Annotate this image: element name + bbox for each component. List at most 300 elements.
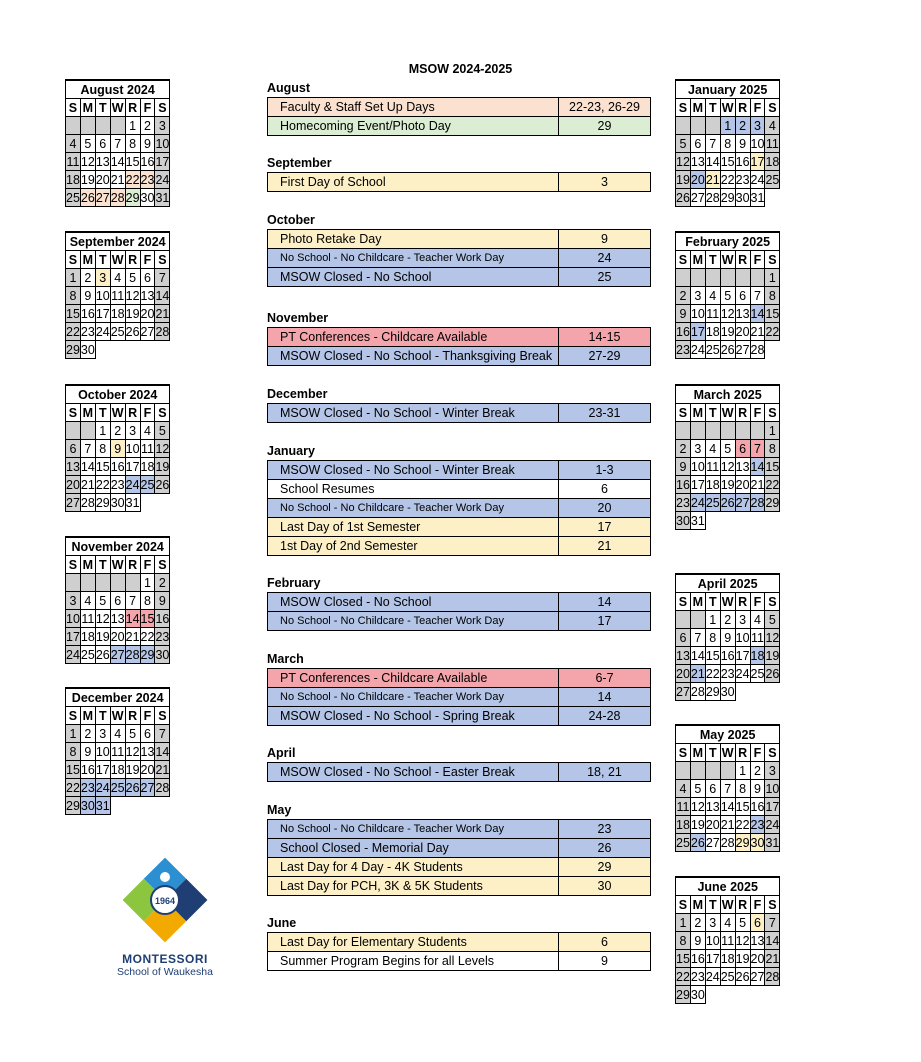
event-row — [267, 248, 651, 268]
weekday-header: T — [705, 404, 720, 422]
empty-day-cell — [750, 269, 765, 287]
blank-cell — [705, 512, 720, 530]
day-cell: 4 — [676, 780, 691, 798]
event-name: PT Conferences - Childcare Available — [268, 328, 559, 346]
event-row — [267, 346, 651, 366]
day-cell: 9 — [720, 629, 735, 647]
day-cell: 13 — [705, 799, 720, 814]
event-list — [267, 229, 651, 287]
blank-cell — [95, 341, 110, 359]
day-cell: 13 — [110, 611, 125, 626]
day-cell: 8 — [95, 440, 110, 458]
day-cell: 11 — [765, 136, 779, 151]
day-cell: 24 — [155, 172, 170, 187]
weekday-header: M — [690, 593, 705, 611]
event-dates: 14 — [597, 690, 612, 704]
day-cell: 19 — [720, 477, 735, 492]
blank-cell — [155, 494, 170, 512]
weekday-header: W — [111, 405, 124, 420]
day-cell: 25 — [705, 495, 720, 510]
weekday-header: S — [765, 251, 780, 269]
day-cell: 7 — [750, 440, 765, 458]
day-cell: 16 — [690, 951, 705, 966]
weekday-header: M — [80, 707, 95, 725]
day-cell: 16 — [720, 648, 735, 663]
day-cell: 31 — [155, 190, 170, 205]
day-cell: 1 — [765, 422, 780, 440]
day-cell: 23 — [80, 324, 95, 339]
day-cell: 2 — [676, 440, 691, 458]
day-cell: 19 — [676, 172, 690, 187]
day-cell: 4 — [705, 287, 720, 305]
day-cell: 6 — [690, 135, 705, 153]
calendar-month-title: September 2024 — [66, 232, 170, 251]
day-cell: 26 — [80, 190, 95, 205]
day-cell: 6 — [676, 629, 691, 647]
empty-day-cell — [750, 422, 765, 440]
event-name: Homecoming Event/Photo Day — [268, 117, 559, 135]
day-cell: 11 — [81, 611, 95, 626]
day-cell: 15 — [735, 799, 750, 814]
empty-day-cell — [705, 117, 720, 135]
day-cell: 8 — [765, 287, 780, 305]
event-row — [267, 838, 651, 858]
empty-day-cell — [705, 422, 720, 440]
event-list — [267, 403, 651, 423]
day-cell: 13 — [140, 744, 155, 759]
day-cell: 25 — [676, 835, 690, 850]
day-cell: 8 — [676, 932, 691, 950]
day-cell: 15 — [125, 154, 140, 169]
event-row — [267, 498, 651, 518]
day-cell: 12 — [690, 799, 705, 814]
day-cell: 29 — [125, 190, 140, 205]
day-cell: 21 — [155, 762, 170, 777]
calendar-table — [675, 384, 780, 530]
day-cell: 21 — [110, 172, 125, 187]
day-cell: 5 — [765, 611, 780, 629]
weekday-header: R — [735, 744, 750, 762]
event-row — [267, 172, 651, 192]
day-cell: 10 — [705, 933, 720, 948]
empty-day-cell — [676, 422, 691, 440]
day-cell: 5 — [80, 135, 95, 153]
weekday-header: S — [676, 744, 691, 762]
event-dates: 18, 21 — [587, 765, 622, 779]
calendar-table — [65, 384, 170, 512]
weekday-header: M — [690, 744, 705, 762]
day-cell: 15 — [705, 648, 720, 663]
day-cell: 14 — [750, 459, 765, 474]
weekday-header: S — [765, 593, 780, 611]
event-dates: 6-7 — [595, 671, 614, 685]
day-cell: 18 — [765, 154, 780, 169]
day-cell: 7 — [690, 629, 705, 647]
day-cell: 4 — [720, 914, 735, 932]
day-cell: 11 — [706, 459, 720, 474]
montessori-diamond-icon — [120, 855, 210, 945]
event-name: MSOW Closed - No School - Easter Break — [268, 763, 559, 781]
day-cell: 15 — [140, 611, 155, 626]
day-cell: 20 — [110, 629, 125, 644]
blank-cell — [155, 341, 170, 359]
weekday-header: S — [66, 556, 81, 574]
day-cell: 9 — [676, 305, 691, 323]
day-cell: 28 — [720, 835, 735, 850]
day-cell: 21 — [125, 629, 140, 644]
day-cell: 26 — [690, 835, 705, 850]
day-cell: 24 — [690, 342, 705, 357]
day-cell: 26 — [720, 342, 735, 357]
empty-day-cell — [705, 762, 720, 780]
day-cell: 4 — [750, 611, 765, 629]
day-cell: 16 — [676, 324, 690, 339]
weekday-header: R — [125, 707, 140, 725]
month-heading: February — [267, 576, 321, 590]
weekday-header: W — [721, 100, 734, 115]
day-cell: 15 — [66, 762, 80, 777]
calendar-month-title: May 2025 — [676, 725, 780, 744]
weekday-header: F — [750, 744, 765, 762]
day-cell: 28 — [750, 342, 765, 357]
weekday-header: W — [111, 557, 124, 572]
event-row — [267, 97, 651, 117]
day-cell: 3 — [750, 117, 765, 135]
day-cell: 24 — [750, 172, 765, 187]
day-cell: 26 — [676, 190, 690, 205]
day-cell: 22 — [125, 172, 140, 187]
day-cell: 7 — [125, 592, 140, 610]
day-cell: 7 — [750, 287, 765, 305]
events-june — [267, 914, 651, 971]
calendar-month-title: February 2025 — [676, 232, 780, 251]
event-dates: 20 — [597, 501, 612, 515]
day-cell: 12 — [95, 611, 110, 626]
day-cell: 4 — [80, 592, 95, 610]
calendar-table — [675, 876, 780, 1004]
day-cell: 3 — [125, 422, 140, 440]
day-cell: 29 — [765, 495, 780, 510]
day-cell: 6 — [140, 269, 155, 287]
events-october — [267, 211, 651, 287]
event-dates: 29 — [597, 860, 612, 874]
event-row — [267, 592, 651, 612]
day-cell: 4 — [110, 269, 125, 287]
day-cell: 12 — [720, 306, 735, 321]
event-dates: 9 — [601, 954, 608, 968]
empty-day-cell — [735, 269, 750, 287]
month-heading: December — [267, 387, 328, 401]
day-cell: 9 — [155, 592, 170, 610]
day-cell: 10 — [66, 611, 80, 626]
day-cell: 18 — [110, 762, 125, 777]
day-cell: 24 — [95, 780, 110, 795]
day-cell: 16 — [80, 306, 95, 321]
weekday-header: T — [95, 707, 110, 725]
event-row — [267, 951, 651, 971]
day-cell: 28 — [750, 495, 765, 510]
day-cell: 9 — [750, 780, 765, 798]
day-cell: 24 — [765, 817, 780, 832]
blank-cell — [720, 986, 735, 1004]
day-cell: 2 — [735, 117, 750, 135]
day-cell: 30 — [140, 190, 155, 205]
day-cell: 17 — [155, 154, 170, 169]
day-cell: 3 — [95, 725, 110, 743]
day-cell: 31 — [690, 513, 705, 528]
day-cell: 12 — [125, 744, 140, 759]
day-cell: 12 — [765, 630, 780, 645]
weekday-header: M — [690, 404, 705, 422]
day-cell: 19 — [125, 306, 140, 321]
empty-day-cell — [95, 117, 110, 135]
day-cell: 18 — [66, 172, 80, 187]
month-heading: June — [267, 916, 297, 930]
day-cell: 22 — [66, 324, 80, 339]
day-cell: 13 — [66, 459, 80, 474]
day-cell: 13 — [676, 648, 690, 663]
day-cell: 27 — [735, 495, 750, 510]
event-row — [267, 611, 651, 631]
weekday-header: T — [705, 744, 720, 762]
day-cell: 9 — [735, 135, 750, 153]
day-cell: 21 — [155, 306, 170, 321]
day-cell: 1 — [125, 117, 140, 135]
event-row — [267, 116, 651, 136]
day-cell: 10 — [125, 441, 140, 456]
day-cell: 5 — [125, 269, 140, 287]
event-dates: 29 — [597, 119, 612, 133]
event-row — [267, 327, 651, 347]
day-cell: 9 — [140, 135, 155, 153]
day-cell: 1 — [720, 117, 735, 135]
day-cell: 19 — [720, 324, 735, 339]
day-cell: 20 — [140, 762, 155, 777]
day-cell: 20 — [690, 172, 705, 187]
empty-day-cell — [690, 422, 705, 440]
day-cell: 10 — [690, 306, 705, 321]
event-row — [267, 536, 651, 556]
day-cell: 23 — [690, 969, 705, 984]
blank-cell — [765, 341, 780, 359]
day-cell: 29 — [140, 647, 155, 662]
empty-day-cell — [705, 269, 720, 287]
weekday-header: W — [721, 745, 734, 760]
day-cell: 16 — [140, 154, 155, 169]
day-cell: 24 — [125, 477, 140, 492]
event-name: First Day of School — [268, 173, 559, 191]
blank-cell — [125, 797, 140, 815]
blank-cell — [125, 341, 140, 359]
day-cell: 8 — [125, 135, 140, 153]
weekday-header: S — [765, 404, 780, 422]
empty-day-cell — [80, 117, 95, 135]
day-cell: 29 — [676, 987, 690, 1002]
event-dates: 26 — [597, 841, 612, 855]
day-cell: 18 — [110, 306, 125, 321]
day-cell: 17 — [690, 477, 705, 492]
day-cell: 22 — [95, 477, 110, 492]
event-name: No School - No Childcare - Teacher Work Day — [268, 249, 559, 267]
day-cell: 12 — [80, 154, 95, 169]
weekday-header: R — [125, 404, 140, 422]
day-cell: 26 — [155, 477, 170, 492]
weekday-header: M — [80, 556, 95, 574]
blank-cell — [765, 189, 780, 207]
day-cell: 25 — [750, 666, 765, 681]
event-list — [267, 460, 651, 556]
calendar-month-title: October 2024 — [66, 385, 170, 404]
day-cell: 11 — [706, 306, 720, 321]
day-cell: 21 — [80, 477, 95, 492]
event-row — [267, 706, 651, 726]
day-cell: 24 — [690, 495, 705, 510]
day-cell: 7 — [110, 135, 125, 153]
day-cell: 8 — [765, 440, 780, 458]
event-dates: 21 — [597, 539, 612, 553]
day-cell: 1 — [66, 269, 81, 287]
blank-cell — [735, 512, 750, 530]
day-cell: 14 — [690, 648, 705, 663]
event-dates: 9 — [601, 232, 608, 246]
day-cell: 17 — [735, 648, 750, 663]
month-heading: August — [267, 81, 311, 95]
calendar-table — [675, 79, 780, 207]
day-cell: 17 — [765, 799, 780, 814]
event-name: 1st Day of 2nd Semester — [268, 537, 559, 555]
weekday-header: M — [690, 896, 705, 914]
day-cell: 5 — [720, 440, 735, 458]
event-dates: 6 — [601, 935, 608, 949]
weekday-header: S — [155, 707, 170, 725]
weekday-header: T — [705, 896, 720, 914]
day-cell: 1 — [735, 762, 750, 780]
day-cell: 2 — [155, 574, 170, 592]
day-cell: 2 — [690, 914, 705, 932]
event-row — [267, 479, 651, 499]
day-cell: 7 — [80, 440, 95, 458]
empty-day-cell — [66, 422, 81, 440]
day-cell: 1 — [95, 422, 110, 440]
day-cell: 17 — [690, 324, 705, 339]
day-cell: 1 — [66, 725, 81, 743]
day-cell: 11 — [676, 799, 690, 814]
day-cell: 12 — [735, 933, 750, 948]
event-name: No School - No Childcare - Teacher Work Day — [268, 499, 559, 517]
event-name: No School - No Childcare - Teacher Work Day — [268, 688, 559, 706]
blank-cell — [735, 986, 750, 1004]
day-cell: 5 — [125, 725, 140, 743]
weekday-header: T — [95, 556, 110, 574]
weekday-header: S — [676, 251, 691, 269]
weekday-header: S — [676, 404, 691, 422]
blank-cell — [140, 797, 155, 815]
day-cell: 21 — [750, 324, 765, 339]
day-cell: 5 — [720, 287, 735, 305]
day-cell: 13 — [140, 288, 155, 303]
day-cell: 4 — [140, 422, 155, 440]
day-cell: 24 — [95, 324, 110, 339]
event-dates: 3 — [601, 175, 608, 189]
day-cell: 18 — [140, 459, 155, 474]
weekday-header: W — [721, 252, 734, 267]
day-cell: 26 — [720, 495, 735, 510]
day-cell: 26 — [95, 647, 110, 662]
weekday-header: R — [125, 556, 140, 574]
day-cell: 26 — [765, 666, 780, 681]
day-cell: 16 — [80, 762, 95, 777]
event-dates: 17 — [597, 520, 612, 534]
event-dates: 24-28 — [588, 709, 621, 723]
day-cell: 20 — [66, 477, 80, 492]
day-cell: 28 — [125, 647, 140, 662]
month-heading: October — [267, 213, 315, 227]
day-cell: 22 — [140, 629, 155, 644]
day-cell: 22 — [720, 172, 735, 187]
day-cell: 10 — [750, 136, 765, 151]
event-row — [267, 517, 651, 537]
day-cell: 4 — [705, 440, 720, 458]
event-dates: 24 — [597, 251, 612, 265]
day-cell: 30 — [735, 190, 750, 205]
day-cell: 7 — [155, 269, 170, 287]
day-cell: 14 — [80, 459, 95, 474]
day-cell: 9 — [110, 440, 125, 458]
weekday-header: S — [66, 404, 81, 422]
day-cell: 25 — [140, 477, 155, 492]
empty-day-cell — [80, 574, 95, 592]
day-cell: 3 — [735, 611, 750, 629]
event-row — [267, 403, 651, 423]
day-cell: 22 — [765, 324, 780, 339]
day-cell: 4 — [765, 117, 780, 135]
event-row — [267, 687, 651, 707]
event-name: Last Day for PCH, 3K & 5K Students — [268, 877, 559, 895]
events-march — [267, 650, 651, 726]
weekday-header: S — [66, 251, 81, 269]
weekday-header: M — [690, 99, 705, 117]
day-cell: 6 — [705, 780, 720, 798]
day-cell: 8 — [66, 743, 81, 761]
day-cell: 18 — [705, 324, 720, 339]
empty-day-cell — [720, 762, 735, 780]
day-cell: 3 — [155, 117, 170, 135]
empty-day-cell — [690, 117, 705, 135]
day-cell: 29 — [735, 835, 750, 850]
event-dates: 14 — [597, 595, 612, 609]
day-cell: 23 — [750, 817, 765, 832]
weekday-header: W — [111, 100, 124, 115]
event-name: MSOW Closed - No School - Winter Break — [268, 404, 559, 422]
calendar-table — [65, 231, 170, 359]
calendar-month-title: January 2025 — [676, 80, 780, 99]
day-cell: 25 — [110, 780, 125, 795]
day-cell: 15 — [95, 459, 110, 474]
day-cell: 9 — [80, 743, 95, 761]
empty-day-cell — [110, 574, 125, 592]
event-row — [267, 668, 651, 688]
day-cell: 23 — [676, 495, 690, 510]
day-cell: 10 — [765, 781, 780, 796]
weekday-header: M — [690, 251, 705, 269]
day-cell: 19 — [765, 648, 780, 663]
day-cell: 7 — [705, 135, 720, 153]
day-cell: 6 — [140, 725, 155, 743]
day-cell: 28 — [80, 495, 95, 510]
calendar-month-title: April 2025 — [676, 574, 780, 593]
day-cell: 6 — [735, 440, 750, 458]
day-cell: 6 — [750, 914, 765, 932]
